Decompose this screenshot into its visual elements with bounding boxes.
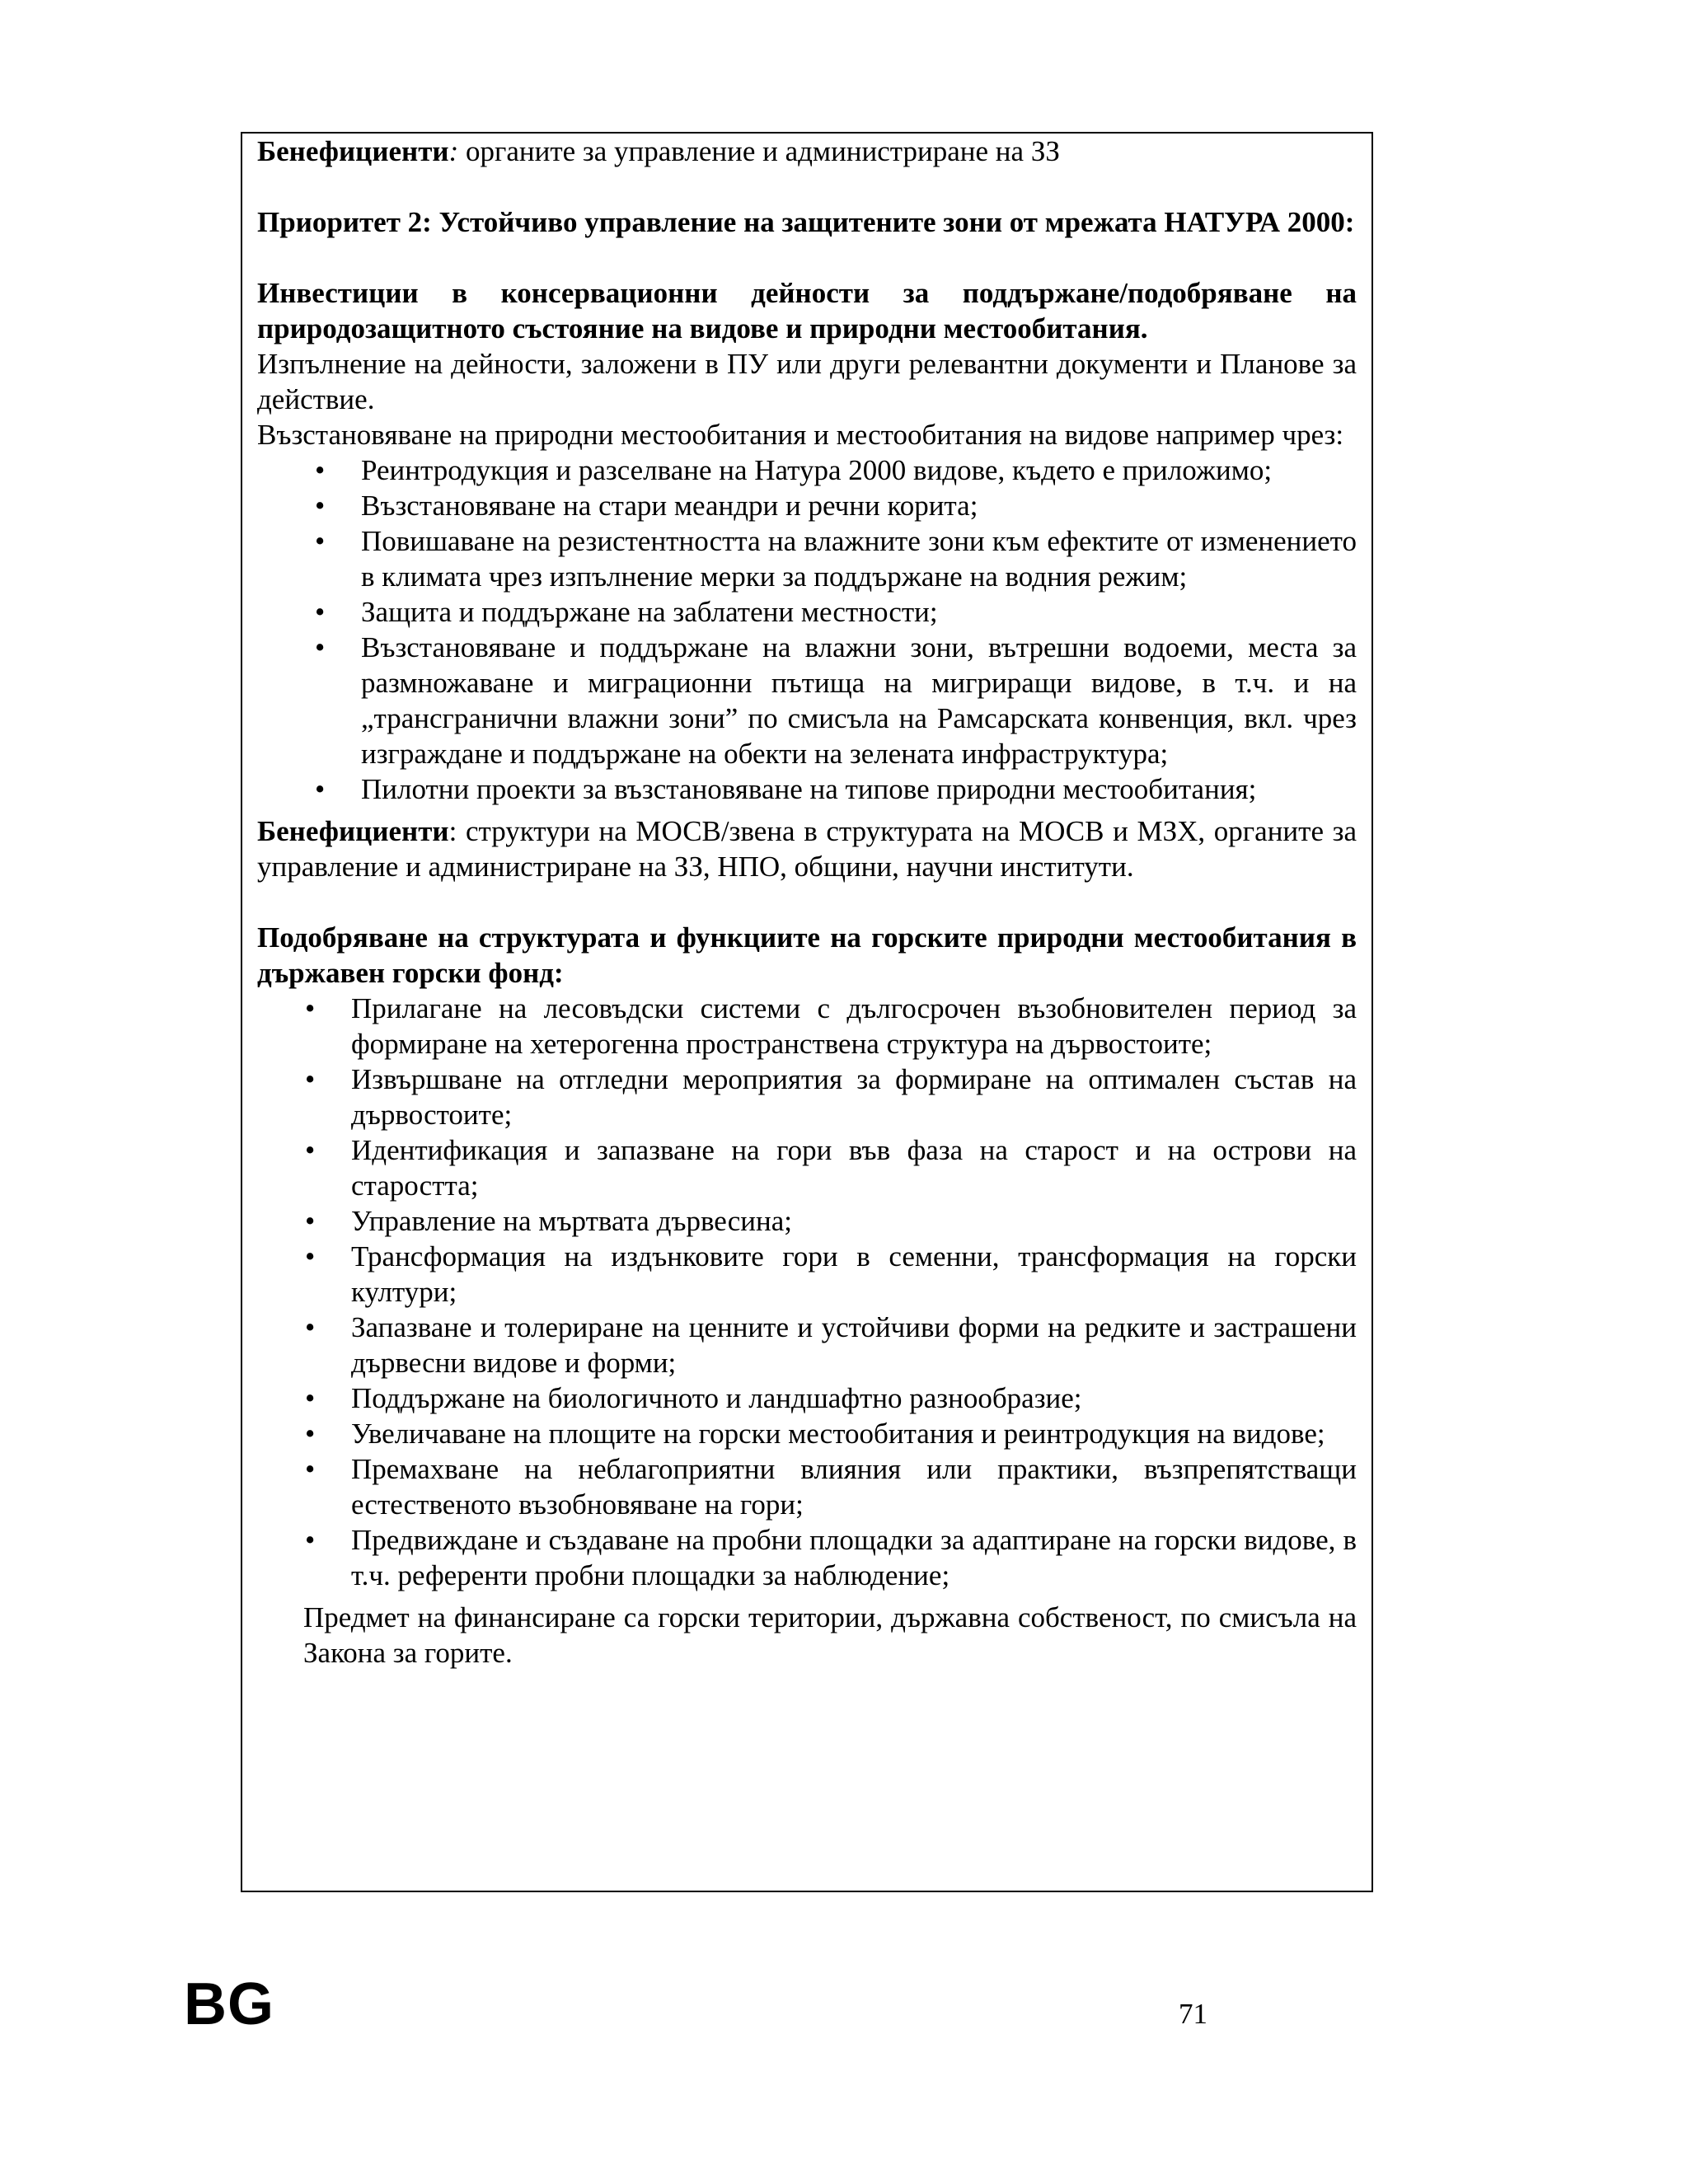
forest-heading: Подобряване на структурата и функциите на горските природни местообитания в държавен горски фонд: (257, 921, 1357, 989)
list-item: • Увеличаване на площите на горски местообитания и реинтродукция на видове; (305, 1418, 1325, 1450)
bullet-icon: • (305, 1453, 316, 1485)
bullet-icon: • (305, 1134, 316, 1166)
list-item: • Запазване и толериране на ценните и устойчиви форми на редките и застрашени дървесни видове и форми; (305, 1311, 1357, 1379)
bullet-icon: • (305, 1240, 316, 1272)
list-item: • Реинтродукция и разселване на Натура 2000 видове, където е приложимо; (315, 454, 1273, 486)
list-item: • Защита и поддържане на заблатени местности; (315, 596, 938, 628)
restoration-intro: Възстановяване на природни местообитания и местообитания на видове например чрез: (257, 419, 1344, 451)
list-item: • Трансформация на издънковите гори в семенни, трансформация на горски култури; (305, 1240, 1357, 1308)
funding-subject-paragraph: Предмет на финансиране са горски територии, държавна собственост, по смисъла на Закона за горите. (303, 1601, 1357, 1669)
priority-2-heading: Приоритет 2: Устойчиво управление на защитените зони от мрежата НАТУРА 2000: (257, 206, 1355, 238)
beneficiaries-line-2 (257, 813, 1357, 884)
investments-heading: Инвестиции в консервационни дейности за поддържане/подобряване на природозащитното състояние на видове и природни местообитания. (257, 277, 1357, 344)
bullet-icon: • (315, 490, 326, 522)
list-item: • Прилагане на лесовъдски системи с дългосрочен възобновителен период за формиране на хетерогенна пространствена структура на дървостоите; (305, 992, 1357, 1060)
content-box (241, 132, 1373, 1892)
bullet-icon: • (305, 1382, 316, 1414)
beneficiaries-text: органите за управление и администриране на ЗЗ (458, 135, 1060, 167)
list-item: • Управление на мъртвата дървесина; (305, 1205, 792, 1237)
page-number: 71 (1179, 1998, 1207, 2030)
list-item: • Извършване на отгледни мероприятия за формиране на оптимален състав на дървостоите; (305, 1063, 1357, 1131)
list-item: • Пилотни проекти за възстановяване на типове природни местообитания; (315, 773, 1257, 805)
forest-list (257, 991, 1357, 1593)
list-item: • Поддържане на биологичното и ландшафтно разнообразие; (305, 1382, 1082, 1414)
list-item: • Премахване на неблагоприятни влияния или практики, възпрепятстващи естественото възобновяване на гори; (305, 1453, 1357, 1521)
list-item: • Възстановяване и поддържане на влажни зони, вътрешни водоеми, места за размножаване и миграционни пътища на мигриращи видове, в т.ч. и на „трансгранични влажни зони” по смисъла на Рамсарската конвенция, вкл. чрез изграждане и поддържане на обекти на зелената инфраструктура; (315, 631, 1357, 770)
bullet-icon: • (315, 596, 326, 628)
bullet-icon: • (315, 631, 326, 663)
implementation-paragraph: Изпълнение на дейности, заложени в ПУ или други релевантни документи и Планове за действие. (257, 348, 1357, 415)
beneficiaries-label: Бенефициенти (257, 135, 449, 167)
beneficiaries-colon: : (448, 135, 459, 167)
list-item: • Идентификация и запазване на гори във фаза на старост и на острови на старостта; (305, 1134, 1357, 1202)
restoration-list (257, 452, 1357, 807)
bullet-icon: • (305, 1418, 316, 1450)
bullet-icon: • (315, 525, 326, 557)
list-item: • Предвиждане и създаване на пробни площадки за адаптиране на горски видове, в т.ч. референти пробни площадки за наблюдение; (305, 1524, 1357, 1591)
list-item: • Повишаване на резистентността на влажните зони към ефектите от изменението в климата чрез изпълнение мерки за поддържане на водния режим; (315, 525, 1357, 593)
bullet-icon: • (305, 1524, 316, 1556)
beneficiaries-line-1 (257, 134, 1357, 169)
list-item: • Възстановяване на стари меандри и речни корита; (315, 490, 978, 522)
bullet-icon: • (315, 454, 326, 486)
bullet-icon: • (305, 1205, 316, 1237)
beneficiaries-label: Бенефициенти (257, 815, 449, 847)
bg-language-mark: BG (184, 1971, 274, 2037)
beneficiaries-text: : структури на МОСВ/звена в структурата на МОСВ и МЗХ, органите за управление и администриране на ЗЗ, НПО, общини, научни институти. (257, 815, 1357, 883)
bullet-icon: • (305, 1311, 316, 1343)
bullet-icon: • (315, 773, 326, 805)
bullet-icon: • (305, 1063, 316, 1095)
bullet-icon: • (305, 992, 316, 1024)
